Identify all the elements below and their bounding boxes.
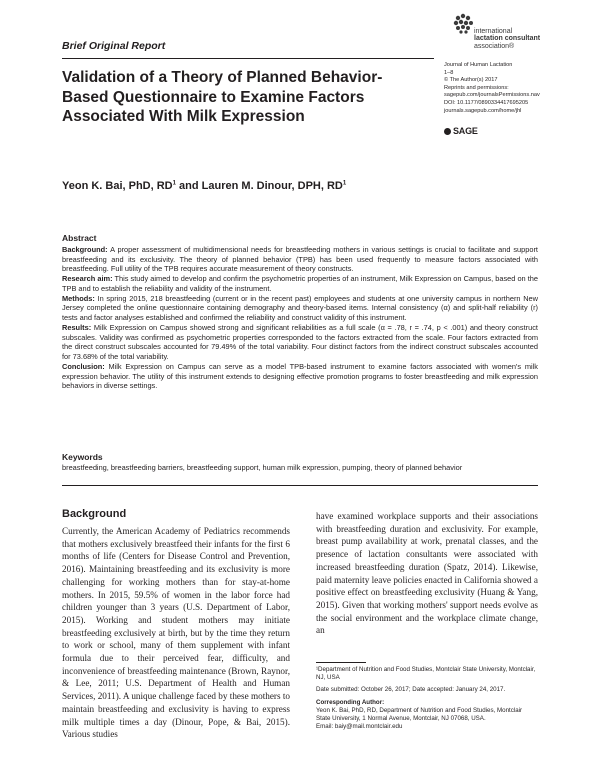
journal-reprints-link[interactable]: sagepub.com/journalsPermissions.nav	[444, 92, 540, 99]
abstract-methods-text: In spring 2015, 218 breastfeeding (current or in the recent past) employees and students at one university campus in northern New Jersey completed the online questionnaire containing demography and theory-based items. Internal consistency (α) and split-half reliability (r) tests and factor analyses established and confirmed the reliability and construct validity of this instrument.	[62, 293, 538, 322]
article-title: Validation of a Theory of Planned Behavior-Based Questionnaire to Examine Factors Associated With Milk Expression	[62, 69, 383, 125]
corresponding-email[interactable]: Email: baiy@mail.montclair.edu	[316, 723, 403, 731]
section-rule	[62, 485, 538, 486]
abstract-conclusion	[62, 362, 538, 391]
logo-line-3: association®	[474, 42, 515, 50]
sage-logo	[444, 126, 478, 136]
abstract-background-label: Background:	[62, 244, 108, 254]
article-type-label: Brief Original Report	[62, 40, 166, 52]
abstract	[62, 234, 538, 391]
author-1-affiliation: 1	[172, 180, 176, 187]
header-rule	[62, 58, 434, 59]
author-line	[62, 180, 462, 192]
journal-copyright: © The Author(s) 2017	[444, 77, 498, 84]
corresponding-heading: Corresponding Author:	[316, 698, 385, 706]
journal-info	[444, 62, 584, 115]
body-right-column: have examined workplace supports and their associations with breastfeeding duration and exclusivity. For example, breast pump availability at work, prenatal classes, and the presence of lactation consultants were associated with increased breastfeeding duration (Spatz, 2014). Likewise, paid maternity leave policies enacted in California showed a positive effect on breastfeeding exclusivity (Huang & Yang, 2015). Given that working mothers' support needs evolve as the social environment and the workplace climate change, an	[316, 511, 538, 636]
abstract-background-text: A proper assessment of multidimensional needs for breastfeeding mothers in various settings is crucial to facilitate and support breastfeeding and its exclusivity. The theory of planned behavior (TPB) has been used frequently to measure factors associated with breastfeeding. Full utility of the TPB requires accurate measurement of theory constructs.	[62, 244, 538, 274]
sage-logo-text: SAGE	[453, 126, 478, 136]
abstract-results	[62, 323, 538, 362]
keywords-text: breastfeeding, breastfeeding barriers, breastfeeding support, human milk expression, pumping, theory of planned behavior	[62, 463, 463, 472]
abstract-methods-label: Methods:	[62, 293, 95, 303]
journal-pages: 1–8	[444, 69, 454, 76]
affiliation-note: ¹Department of Nutrition and Food Studies, Montclair State University, Montclair, NJ, USA	[316, 666, 536, 682]
journal-home-link[interactable]: journals.sagepub.com/home/jhl	[444, 107, 522, 114]
corresponding-text: Yeon K. Bai, PhD, RD, Department of Nutrition and Food Studies, Montclair State University, 1 Normal Avenue, Montclair, NJ 07068, USA.	[316, 706, 523, 723]
abstract-results-label: Results:	[62, 322, 92, 332]
logo-line-1: international	[474, 28, 513, 35]
dates-note: Date submitted: October 26, 2017; Date accepted: January 24, 2017.	[316, 686, 506, 694]
abstract-methods	[62, 294, 538, 323]
footnote-rule	[316, 662, 366, 663]
abstract-results-text: Milk Expression on Campus showed strong and significant reliabilities as a full scale (α = .78, r = .74, p < .001) and theory construct subscales. Validity was confirmed as psychometric properties corresponded to the factors extracted from the scale. Four factors extracted from the direct construct subscales accounted for 79.49% of the total variability. Four distinct factors from the indirect construct subscales accounted for 73.68% of the total variability.	[62, 322, 538, 361]
journal-reprints: Reprints and permissions:	[444, 84, 509, 91]
footnotes	[316, 666, 538, 731]
sage-circle-icon	[444, 128, 451, 135]
journal-name: Journal of Human Lactation	[444, 62, 513, 68]
keywords-heading: Keywords	[62, 452, 103, 462]
author-join: and	[179, 180, 199, 192]
author-1: Yeon K. Bai, PhD, RD	[62, 180, 173, 192]
body-left-column: Currently, the American Academy of Pediatrics recommends that mothers exclusively breastfeed their infants for the first 6 months of life (Centers for Disease Control and Prevention, 2016). Maintaining breastfeeding and its exclusivity is more challenging for working mothers than for stay-at-home mothers. In 2015, 59.5% of women in the labor force had children younger than 3 years (U.S. Department of Labor, 2015). Working and student mothers may initiate breastfeeding exclusively at birth, but by the time they return to work or school, many of them supplement with infant formula due to their perceived fear, difficulty, and inconvenience of breastfeeding maintenance (Brown, Raynor, & Lee, 2011; U.S. Department of Health and Human Services, 2011). A unique challenge faced by these mothers to maintain breastfeeding and exclusivity is having to express milk multiple times a day (Dinour, Pope, & Bai, 2015). Various studies	[62, 526, 291, 740]
abstract-aim-text: This study aimed to develop and confirm the psychometric properties of an instrument, Milk Expression on Campus, based on the TPB and to establish the reliability and validity of the instrument.	[62, 274, 539, 293]
abstract-conclusion-text: Milk Expression on Campus can serve as a model TPB-based instrument to examine factors associated with women's milk expression behavior. The utility of this instrument extends to designing effective promotion programs to foster breastfeeding and milk expression behaviors in diverse settings.	[62, 361, 538, 391]
abstract-conclusion-label: Conclusion:	[62, 361, 105, 371]
author-2-affiliation: 1	[342, 180, 347, 187]
background-heading: Background	[62, 508, 127, 520]
journal-doi[interactable]: DOI: 10.1177/0890334417695205	[444, 99, 529, 106]
abstract-aim-label: Research aim:	[62, 274, 113, 283]
abstract-background	[62, 245, 538, 274]
publisher-logo-text	[474, 28, 540, 50]
author-2: Lauren M. Dinour, DPH, RD	[201, 180, 343, 192]
publisher-logo	[452, 12, 572, 58]
logo-line-2: lactation consultant	[474, 35, 541, 43]
dot-cluster-icon	[452, 12, 474, 58]
abstract-aim	[62, 274, 538, 294]
abstract-heading: Abstract	[62, 233, 97, 243]
